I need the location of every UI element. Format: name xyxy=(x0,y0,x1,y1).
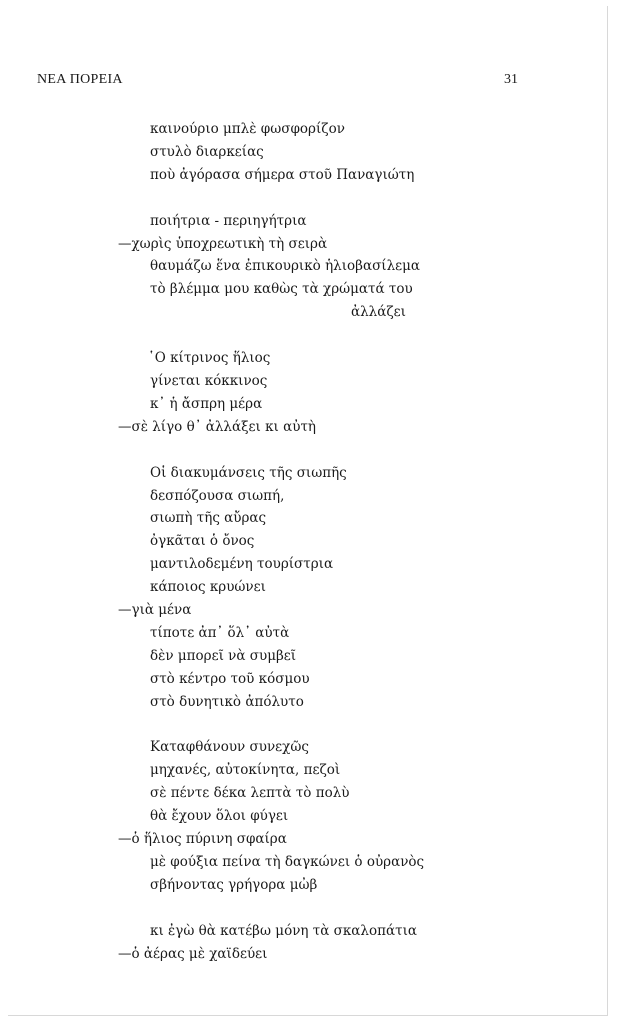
poem-line: Οἱ διακυμάνσεις τῆς σιωπῆς xyxy=(150,464,347,481)
poem-line: θαυμάζω ἕνα ἐπικουρικὸ ἡλιοβασίλεμα xyxy=(150,258,421,275)
poem-line: σιωπὴ τῆς αὔρας xyxy=(150,510,267,527)
page-number: 31 xyxy=(504,72,518,87)
stanza-4 xyxy=(118,462,448,714)
stanza-5 xyxy=(118,736,448,896)
poem-line: ποὺ ἀγόρασα σήμερα στοῦ Παναγιώτη xyxy=(150,166,415,183)
poem-line: σβήνοντας γρήγορα μὠβ xyxy=(150,876,318,893)
poem-line: κ᾽ ἡ ἄσπρη μέρα xyxy=(150,395,263,412)
poem-line: δὲν μπορεῖ νὰ συμβεῖ xyxy=(150,647,297,664)
running-header-title: ΝΕΑ ΠΟΡΕΙΑ xyxy=(37,72,123,87)
stanza-3 xyxy=(118,347,448,439)
poem-line: δεσπόζουσα σιωπή, xyxy=(150,487,285,504)
poem-line: —γιὰ μένα xyxy=(118,602,192,619)
poem-line: ποιήτρια - περιηγήτρια xyxy=(150,212,307,229)
poem-line: τὸ βλέμμα μου καθὼς τὰ χρώματά του xyxy=(150,281,413,298)
poem-line: μηχανές, αὐτοκίνητα, πεζοὶ xyxy=(150,762,341,779)
poem-line: —ὁ ἥλιος πύρινη σφαίρα xyxy=(118,831,287,848)
poem-line: τίποτε ἀπ᾽ ὅλ᾽ αὐτὰ xyxy=(150,624,290,641)
poem-line: ἀλλάζει xyxy=(351,304,406,321)
poem-line: κάποιος κρυώνει xyxy=(150,579,266,596)
poem-line: καινούριο μπλὲ φωσφορίζον xyxy=(150,121,345,137)
stanza-1 xyxy=(118,118,448,187)
poem-line: —σὲ λίγο θ᾽ ἀλλάξει κι αὐτὴ xyxy=(118,418,317,435)
poem-line: μαντιλοδεμένη τουρίστρια xyxy=(150,556,334,573)
poem-line: στυλὸ διαρκείας xyxy=(150,143,264,160)
poem-line: Καταφθάνουν συνεχῶς xyxy=(150,739,309,756)
poem-line: ὀγκᾶται ὁ ὄνος xyxy=(150,533,255,550)
poem-line: κι ἐγὼ θὰ κατέβω μόνη τὰ σκαλοπάτια xyxy=(150,922,417,939)
poem-line: στὸ δυνητικὸ ἀπόλυτο xyxy=(150,693,304,710)
poem-line: γίνεται κόκκινος xyxy=(150,373,268,390)
poem-line: ῾Ο κίτρινος ἥλιος xyxy=(148,350,271,367)
poem-line: —ὁ ἀέρας μὲ χαϊδεύει xyxy=(118,945,268,962)
poem-line: στὸ κέντρο τοῦ κόσμου xyxy=(150,670,310,687)
poem-line: θὰ ἔχουν ὅλοι φύγει xyxy=(150,808,289,825)
poem-line: σὲ πέντε δέκα λεπτὰ τὸ πολὺ xyxy=(150,785,350,802)
stanza-6 xyxy=(118,920,448,966)
stanza-2 xyxy=(118,210,448,324)
poem-line: μὲ φούξια πείνα τὴ δαγκώνει ὁ οὐρανὸς xyxy=(150,853,425,870)
poem-body xyxy=(118,118,448,989)
poem-line: —χωρὶς ὑποχρεωτικὴ τὴ σειρὰ xyxy=(118,235,328,252)
